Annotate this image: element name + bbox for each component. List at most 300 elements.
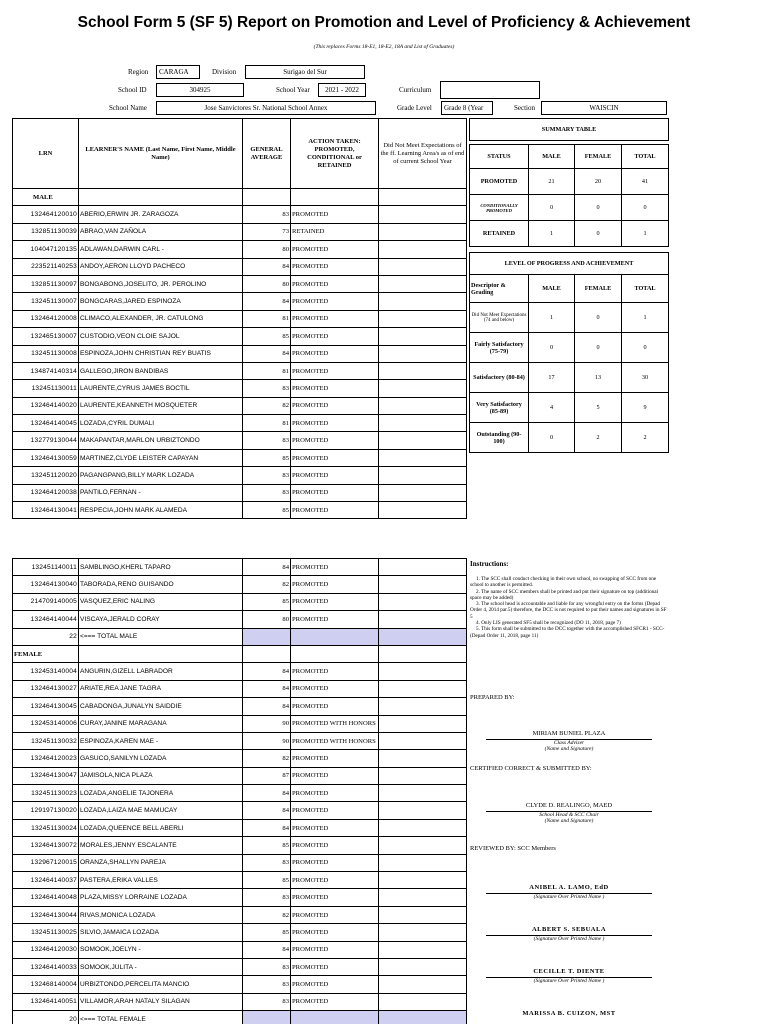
action-header: ACTION TAKEN: PROMOTED, CONDITIONAL or RETAINED: [291, 119, 379, 189]
average-cell: 83: [243, 380, 291, 397]
average-cell: 81: [243, 362, 291, 379]
table-row: [13, 223, 467, 240]
dnme-cell: [379, 449, 467, 466]
summary-total: 0: [622, 195, 669, 221]
progress-row: [470, 423, 669, 453]
name-cell: ADLAWAN,DARWIN CARL -: [79, 241, 243, 258]
name-cell: ESPINOZA,KAREN MAE -: [79, 732, 243, 749]
name-cell: LAURENTE,CYRUS JAMES BOCTIL: [79, 380, 243, 397]
lrn-cell: 104047120135: [13, 241, 79, 258]
action-cell: PROMOTED: [291, 767, 379, 784]
name-cell: BONGABONG,JOSELITO, JR. PEROLINO: [79, 275, 243, 292]
progress-female: 5: [575, 393, 622, 423]
progress-desc: Outstanding (90-100): [470, 423, 529, 453]
dnme-cell: [379, 993, 467, 1010]
lrn-cell: 132451130007: [13, 293, 79, 310]
action-cell: PROMOTED: [291, 258, 379, 275]
total-count: 20: [13, 1011, 79, 1024]
name-cell: SILVIO,JAMAICA LOZADA: [79, 924, 243, 941]
scc-member-note: (Signature Over Printed Name ): [533, 936, 605, 942]
instruction-item: 3. The school head is accountable and liable for any wrongful entry on the forms (Depad Order 4, 2014 par.5) therefore, the DCC is not required to put their names and signatures in SF 5: [470, 601, 667, 620]
table-row: [13, 310, 467, 327]
scc-member-signature: [470, 1010, 668, 1017]
lrn-cell: 132451130024: [13, 819, 79, 836]
name-cell: CURAY,JANINE MARAGANA: [79, 715, 243, 732]
average-cell: 83: [243, 976, 291, 993]
average-cell: 80: [243, 241, 291, 258]
dnme-cell: [379, 397, 467, 414]
curriculum-label: Curriculum: [399, 86, 432, 94]
adviser-name: MIRIAM BUNIEL PLAZA: [532, 730, 606, 737]
action-cell: PROMOTED: [291, 467, 379, 484]
lrn-cell: 132453140004: [13, 663, 79, 680]
action-cell: PROMOTED WITH HONORS: [291, 715, 379, 732]
action-cell: PROMOTED: [291, 854, 379, 871]
lrn-cell: 132451130023: [13, 785, 79, 802]
lrn-cell: 132851130039: [13, 223, 79, 240]
name-cell: LOZADA,ANGELIE TAJONERA: [79, 785, 243, 802]
table-row: [13, 767, 467, 784]
total-label: <=== TOTAL FEMALE: [79, 1011, 243, 1024]
progress-total: 0: [622, 333, 669, 363]
school-year-label: School Year: [276, 86, 310, 94]
average-cell: 84: [243, 698, 291, 715]
name-header: LEARNER'S NAME (Last Name, First Name, Middle Name): [79, 119, 243, 189]
dnme-cell: [379, 958, 467, 975]
table-row: [13, 819, 467, 836]
school-name-field[interactable]: Jose Sanvictores Sr. National School Annex: [156, 101, 376, 115]
lrn-cell: 214709140005: [13, 593, 79, 610]
name-cell: ABRAO,VAN ZAÑOLA: [79, 223, 243, 240]
dnme-cell: [379, 380, 467, 397]
lrn-cell: 132464130047: [13, 767, 79, 784]
progress-male: 0: [529, 423, 575, 453]
learners-table: [12, 118, 467, 519]
action-cell: PROMOTED: [291, 241, 379, 258]
scc-member-name: MARISSA B. CUIZON, MST: [522, 1010, 616, 1017]
dnme-cell: [379, 906, 467, 923]
table-row: [13, 906, 467, 923]
name-cell: ANGURIN,GIZELL LABRADOR: [79, 663, 243, 680]
average-cell: 84: [243, 819, 291, 836]
scc-member-name: CECILLE T. DIENTE: [533, 968, 605, 975]
dnme-cell: [379, 663, 467, 680]
school-id-label: School ID: [118, 86, 147, 94]
name-cell: GASUCO,SANILYN LOZADA: [79, 750, 243, 767]
action-cell: PROMOTED: [291, 380, 379, 397]
dnme-cell: [379, 467, 467, 484]
table-row: [13, 241, 467, 258]
action-cell: PROMOTED: [291, 680, 379, 697]
curriculum-field[interactable]: [440, 81, 540, 99]
action-cell: PROMOTED: [291, 345, 379, 362]
lrn-cell: 132464140044: [13, 611, 79, 628]
average-cell: 90: [243, 732, 291, 749]
progress-header-female: FEMALE: [575, 275, 622, 303]
instruction-item: 2. The name of SCC members shall be printed and put their signature on top (additional space may be added): [470, 588, 659, 601]
table-row: [13, 663, 467, 680]
table-header-row: [13, 119, 467, 189]
action-cell: PROMOTED: [291, 310, 379, 327]
scc-member-signature: [470, 884, 668, 900]
lrn-cell: 132464140048: [13, 889, 79, 906]
progress-row: [470, 363, 669, 393]
action-cell: PROMOTED: [291, 559, 379, 576]
table-row: [13, 941, 467, 958]
average-cell: 82: [243, 906, 291, 923]
lrn-cell: 132464130027: [13, 680, 79, 697]
instruction-item: 4. Only LIS generated SF5 shall be recognized (DO 11, 2018, page 7): [476, 620, 621, 627]
instructions-title: Instructions:: [470, 560, 509, 568]
action-cell: PROMOTED: [291, 397, 379, 414]
average-cell: 82: [243, 397, 291, 414]
lrn-cell: 132464120023: [13, 750, 79, 767]
average-cell: 83: [243, 432, 291, 449]
table-row: [13, 854, 467, 871]
progress-desc: Satisfactory (80-84): [470, 363, 529, 393]
average-cell: 81: [243, 310, 291, 327]
dnme-cell: [379, 345, 467, 362]
table-row: [13, 432, 467, 449]
dnme-header: Did Not Meet Expectations of the ff. Learning Area/s as of end of current School Year: [379, 119, 467, 189]
table-row: [13, 715, 467, 732]
summary-row: [470, 221, 669, 247]
progress-male: 4: [529, 393, 575, 423]
reviewed-label: REVIEWED BY: SCC Members: [470, 845, 556, 852]
action-cell: PROMOTED: [291, 872, 379, 889]
table-row: [13, 732, 467, 749]
dnme-cell: [379, 715, 467, 732]
average-cell: 82: [243, 576, 291, 593]
school-id-field[interactable]: 304925: [156, 83, 244, 97]
lrn-cell: 132451130025: [13, 924, 79, 941]
summary-header-male: MALE: [529, 145, 575, 169]
action-cell: PROMOTED: [291, 502, 379, 519]
dnme-cell: [379, 680, 467, 697]
lrn-cell: 132779130044: [13, 432, 79, 449]
action-cell: PROMOTED: [291, 362, 379, 379]
table-row: [13, 785, 467, 802]
average-cell: 84: [243, 559, 291, 576]
name-cell: SOMOOK,JOELYN -: [79, 941, 243, 958]
section-label: Section: [514, 104, 535, 112]
name-cell: LAURENTE,KEANNETH MOSQUETER: [79, 397, 243, 414]
lrn-cell: 132464130041: [13, 502, 79, 519]
progress-female: 0: [575, 303, 622, 333]
dnme-cell: [379, 698, 467, 715]
division-field[interactable]: Surigao del Sur: [245, 65, 365, 79]
action-cell: PROMOTED: [291, 611, 379, 628]
section-field[interactable]: WAISCIN: [541, 101, 667, 115]
summary-status: PROMOTED: [470, 169, 529, 195]
name-cell: GALLEGO,JIRON BANDIBAS: [79, 362, 243, 379]
name-cell: VILLAMOR,ARAH NATALY SILAGAN: [79, 993, 243, 1010]
table-row: [13, 328, 467, 345]
lrn-cell: 132464140020: [13, 397, 79, 414]
dnme-cell: [379, 258, 467, 275]
dnme-cell: [379, 576, 467, 593]
table-row: [13, 502, 467, 519]
average-header: GENERAL AVERAGE: [243, 119, 291, 189]
name-cell: URBIZTONDO,PERCELITA MANCIO: [79, 976, 243, 993]
progress-header-male: MALE: [529, 275, 575, 303]
scc-member-note: (Signature Over Printed Name ): [533, 894, 605, 900]
table-row: [13, 802, 467, 819]
progress-male: 0: [529, 333, 575, 363]
table-row: [13, 750, 467, 767]
lrn-cell: 134874140314: [13, 362, 79, 379]
name-cell: LOZADA,LAIZA MAE MAMUCAY: [79, 802, 243, 819]
dnme-cell: [379, 206, 467, 223]
lrn-cell: 132464130040: [13, 576, 79, 593]
lrn-cell: 132464130045: [13, 698, 79, 715]
name-cell: ORANZA,SHALLYN PAREJA: [79, 854, 243, 871]
dnme-cell: [379, 767, 467, 784]
name-cell: ANDOY,AERON LLOYD PACHECO: [79, 258, 243, 275]
lrn-cell: 132453140006: [13, 715, 79, 732]
scc-member-name: ANIBEL A. LAMO, EdD: [529, 884, 609, 891]
action-cell: PROMOTED: [291, 484, 379, 501]
progress-total: 2: [622, 423, 669, 453]
progress-header-total: TOTAL: [622, 275, 669, 303]
lrn-cell: 132464120030: [13, 941, 79, 958]
dnme-cell: [379, 854, 467, 871]
action-cell: PROMOTED: [291, 958, 379, 975]
table-row: [13, 889, 467, 906]
name-cell: LOZADA,CYRIL DUMALI: [79, 415, 243, 432]
table-row: [13, 872, 467, 889]
total-female-row: [13, 1011, 467, 1024]
region-field[interactable]: CARAGA: [156, 65, 200, 79]
summary-title: SUMMARY TABLE: [470, 119, 669, 141]
name-cell: MAKAPANTAR,MARLON URBIZTONDO: [79, 432, 243, 449]
dnme-cell: [379, 484, 467, 501]
summary-header-total: TOTAL: [622, 145, 669, 169]
table-row: [13, 593, 467, 610]
table-row: [13, 680, 467, 697]
action-cell: PROMOTED: [291, 802, 379, 819]
action-cell: PROMOTED: [291, 449, 379, 466]
name-cell: MARTINEZ,CLYDE LEISTER CAPAYAN: [79, 449, 243, 466]
dnme-cell: [379, 593, 467, 610]
table-row: [13, 467, 467, 484]
action-cell: PROMOTED: [291, 889, 379, 906]
dnme-cell: [379, 559, 467, 576]
table-row: [13, 559, 467, 576]
average-cell: 85: [243, 328, 291, 345]
total-male-row: [13, 628, 467, 645]
name-cell: MORALES,JENNY ESCALANTE: [79, 837, 243, 854]
action-cell: PROMOTED: [291, 819, 379, 836]
progress-table: [469, 252, 669, 453]
action-cell: PROMOTED: [291, 976, 379, 993]
average-cell: 85: [243, 449, 291, 466]
average-cell: 85: [243, 837, 291, 854]
summary-status: CONDITIONALLY PROMOTED: [470, 195, 529, 221]
prepared-by-label: PREPARED BY:: [470, 694, 515, 701]
name-cell: ARIATE,REA JANE TAGRA: [79, 680, 243, 697]
progress-header-desc: Descriptor & Grading: [470, 275, 529, 303]
school-name-label: School Name: [109, 104, 147, 112]
name-cell: CLIMACO,ALEXANDER, JR. CATULONG: [79, 310, 243, 327]
table-row: [13, 345, 467, 362]
dnme-cell: [379, 432, 467, 449]
dnme-cell: [379, 785, 467, 802]
head-name: CLYDE D. REALINGO, MAED: [525, 802, 613, 809]
lrn-cell: 132451140011: [13, 559, 79, 576]
summary-header-status: STATUS: [470, 145, 529, 169]
progress-total: 1: [622, 303, 669, 333]
table-row: [13, 380, 467, 397]
action-cell: PROMOTED: [291, 328, 379, 345]
table-row: [13, 362, 467, 379]
dnme-cell: [379, 415, 467, 432]
average-cell: 80: [243, 611, 291, 628]
action-cell: PROMOTED: [291, 293, 379, 310]
progress-female: 13: [575, 363, 622, 393]
action-cell: PROMOTED: [291, 698, 379, 715]
summary-header-female: FEMALE: [575, 145, 622, 169]
summary-male: 0: [529, 195, 575, 221]
table-row: [13, 924, 467, 941]
summary-total: 1: [622, 221, 669, 247]
name-cell: SAMBLINGO,KHERL TAPARO: [79, 559, 243, 576]
average-cell: 83: [243, 889, 291, 906]
average-cell: 81: [243, 415, 291, 432]
lrn-cell: 132967120015: [13, 854, 79, 871]
name-cell: VISCAYA,JERALD CORAY: [79, 611, 243, 628]
summary-male: 21: [529, 169, 575, 195]
dnme-cell: [379, 732, 467, 749]
grade-level-label: Grade Level: [397, 104, 432, 112]
head-note: (Name and Signature): [544, 818, 594, 824]
instruction-item: 1. The SCC shall conduct checking in their own school, no swapping of SCC from one school to another is permitted.: [470, 576, 657, 589]
average-cell: 83: [243, 206, 291, 223]
progress-desc: Very Satisfactory (85-89): [470, 393, 529, 423]
total-count: 22: [13, 628, 79, 645]
lrn-cell: 132851130097: [13, 275, 79, 292]
summary-row: [470, 169, 669, 195]
name-cell: TABORADA,RENO GUISANDO: [79, 576, 243, 593]
table-row: [13, 484, 467, 501]
average-cell: 85: [243, 924, 291, 941]
dnme-cell: [379, 293, 467, 310]
average-cell: 85: [243, 593, 291, 610]
average-cell: 90: [243, 715, 291, 732]
action-cell: PROMOTED: [291, 924, 379, 941]
progress-row: [470, 333, 669, 363]
name-cell: RESPECIA,JOHN MARK ALAMEDA: [79, 502, 243, 519]
average-cell: 84: [243, 258, 291, 275]
lrn-cell: 132464130059: [13, 449, 79, 466]
name-cell: PAGANGPANG,BILLY MARK LOZADA: [79, 467, 243, 484]
name-cell: PANTILO,FERNAN -: [79, 484, 243, 501]
average-cell: 85: [243, 502, 291, 519]
summary-row: [470, 195, 669, 221]
action-cell: PROMOTED: [291, 275, 379, 292]
name-cell: JAMISOLA,NICA PLAZA: [79, 767, 243, 784]
adviser-note: (Name and Signature): [544, 746, 594, 752]
dnme-cell: [379, 837, 467, 854]
average-cell: 83: [243, 854, 291, 871]
female-section: [13, 645, 467, 662]
progress-desc: Fairly Satisfactory (75-79): [470, 333, 529, 363]
progress-row: [470, 303, 669, 333]
lrn-cell: 132451130032: [13, 732, 79, 749]
grade-level-field[interactable]: Grade 8 (Year: [441, 101, 493, 115]
action-cell: PROMOTED: [291, 593, 379, 610]
progress-row: [470, 393, 669, 423]
summary-table: [469, 118, 669, 247]
form-title: School Form 5 (SF 5) Report on Promotion and Level of Proficiency & Achievement: [77, 14, 691, 31]
division-label: Division: [212, 68, 237, 76]
dnme-cell: [379, 362, 467, 379]
progress-female: 0: [575, 333, 622, 363]
name-cell: ABERIO,ERWIN JR. ZARAGOZA: [79, 206, 243, 223]
table-row: [13, 698, 467, 715]
action-cell: PROMOTED: [291, 941, 379, 958]
lrn-cell: 132464120010: [13, 206, 79, 223]
head-signature: [470, 802, 668, 824]
average-cell: 83: [243, 467, 291, 484]
action-cell: PROMOTED: [291, 206, 379, 223]
head-role: School Head & SCC Chair: [539, 812, 599, 818]
dnme-cell: [379, 750, 467, 767]
scc-member-signature: [470, 968, 668, 984]
dnme-cell: [379, 819, 467, 836]
average-cell: 84: [243, 345, 291, 362]
female-section-label: FEMALE: [13, 645, 79, 662]
average-cell: 83: [243, 993, 291, 1010]
dnme-cell: [379, 611, 467, 628]
form-subtitle: (This replaces Forms 18-E1, 18-E2, 18A and List of Graduates): [313, 44, 455, 50]
table-row: [13, 206, 467, 223]
school-year-field[interactable]: 2021 - 2022: [318, 83, 366, 97]
name-cell: ESPINOZA,JOHN CHRISTIAN REY BUATIS: [79, 345, 243, 362]
action-cell: PROMOTED: [291, 576, 379, 593]
action-cell: PROMOTED: [291, 750, 379, 767]
adviser-signature: [470, 730, 668, 752]
male-section-label: MALE: [13, 189, 79, 206]
learners-table-continued: [12, 558, 467, 1024]
dnme-cell: [379, 941, 467, 958]
action-cell: PROMOTED: [291, 906, 379, 923]
table-row: [13, 275, 467, 292]
scc-member-signature: [470, 926, 668, 942]
dnme-cell: [379, 241, 467, 258]
male-section-row: [13, 189, 467, 206]
action-cell: PROMOTED: [291, 663, 379, 680]
table-row: [13, 258, 467, 275]
table-row: [13, 611, 467, 628]
name-cell: LOZADA,QUEENCE BELL ABERLI: [79, 819, 243, 836]
instruction-item: 5. This form shall be submitted to the DCC together with the accomplished SFCR1 - SCC- (Depad Order 11, 2018, page 11): [470, 626, 665, 639]
adviser-role: Class Adviser: [553, 740, 585, 746]
total-label: <=== TOTAL MALE: [79, 628, 243, 645]
table-row: [13, 293, 467, 310]
action-cell: RETAINED: [291, 223, 379, 240]
lrn-cell: 132465130007: [13, 328, 79, 345]
average-cell: 87: [243, 767, 291, 784]
action-cell: PROMOTED: [291, 432, 379, 449]
average-cell: 80: [243, 275, 291, 292]
summary-status: RETAINED: [470, 221, 529, 247]
lrn-cell: 132464130044: [13, 906, 79, 923]
average-cell: 84: [243, 802, 291, 819]
lrn-cell: 132464140045: [13, 415, 79, 432]
certified-label: CERTIFIED CORRECT & SUBMITTED BY:: [470, 765, 592, 772]
region-label: Region: [128, 68, 149, 76]
